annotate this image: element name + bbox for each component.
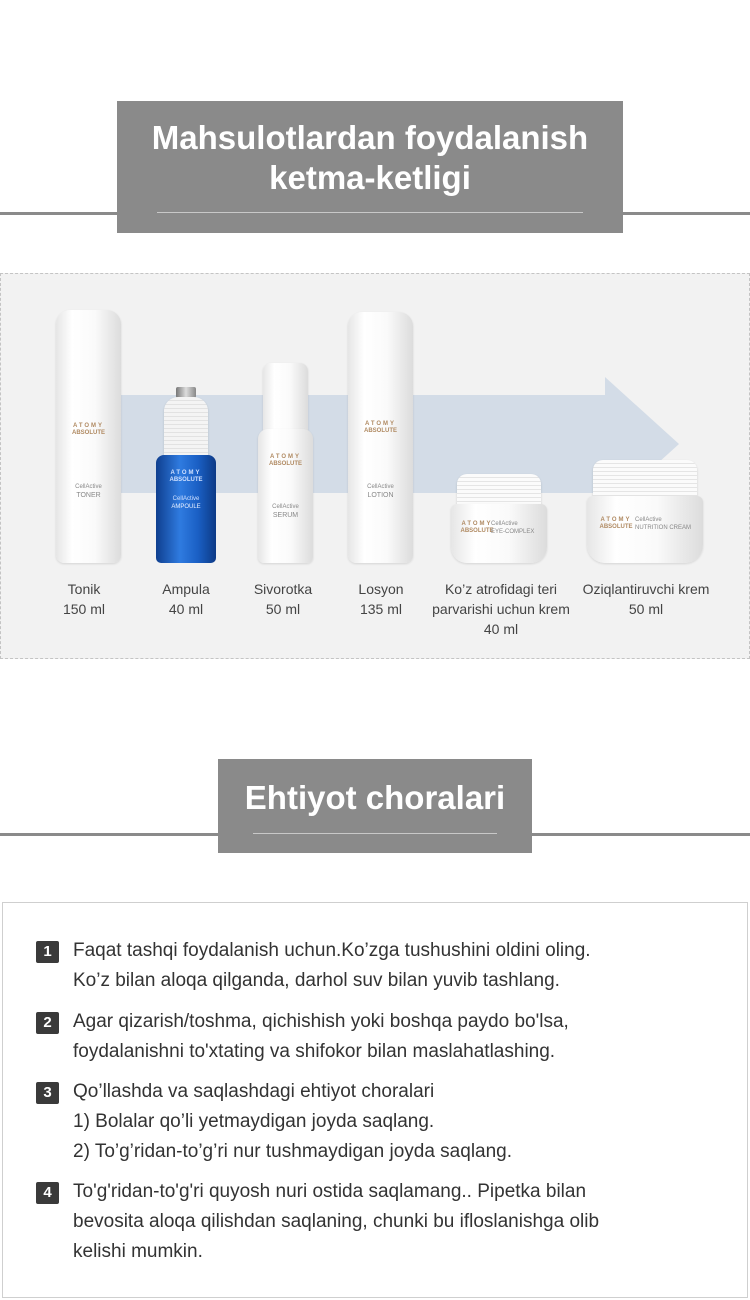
product-label-eye-complex: Ko’z atrofidagi teri parvarishi uchun krem 40 ml bbox=[432, 581, 570, 637]
precaution-text: Qo’llashda va saqlashdagi ehtiyot choralari 1) Bolalar qo’li yetmaydigan joyda saqlang. 2) To’g’ridan-to’g’ri nur tushmaydigan joyda saqlang. bbox=[73, 1081, 513, 1162]
header-title-line2: ketma-ketligi bbox=[269, 159, 471, 196]
eye-complex-jar-image: ATOMY ABSOLUTE CellActive EYE-COMPLEX bbox=[451, 474, 547, 563]
ampoule-bottle-image: ATOMY ABSOLUTE CellActive AMPOULE bbox=[156, 387, 216, 563]
lotion-bottle-image: ATOMY ABSOLUTE CellActive LOTION bbox=[348, 312, 413, 563]
serum-bottle-image: ATOMY ABSOLUTE CellActive SERUM bbox=[258, 363, 313, 563]
precautions-header bbox=[218, 759, 532, 853]
precaution-number-badge: 2 bbox=[36, 1012, 59, 1034]
precaution-text: Faqat tashqi foydalanish uchun.Ko’zga tushushini oldini oling. Ko’z bilan aloqa qilganda, darhol suv bilan yuvib tashlang. bbox=[73, 940, 591, 991]
product-label-lotion: Losyon 135 ml bbox=[358, 581, 404, 617]
product-label-serum: Sivorotka 50 ml bbox=[253, 581, 313, 617]
toner-bottle-image: ATOMY ABSOLUTE CellActive TONER bbox=[56, 310, 121, 563]
precaution-text: To'g'ridan-to'g'ri quyosh nuri ostida saqlamang.. Pipetka bilan bevosita aloqa qilishdan saqlaning, chunki bu ifloslanishga olib kelishi mumkin. bbox=[73, 1181, 600, 1262]
precautions-box bbox=[2, 902, 748, 1298]
header-underline bbox=[157, 212, 583, 213]
product-label-ampoule: Ampula 40 ml bbox=[162, 581, 210, 617]
precaution-text: Agar qizarish/toshma, qichishish yoki boshqa paydo bo'lsa, foydalanishni to'xtating va shifokor bilan maslahatlashing. bbox=[73, 1011, 569, 1062]
product-label-toner: Tonik 150 ml bbox=[62, 581, 106, 617]
precaution-number-badge: 4 bbox=[36, 1182, 59, 1204]
precautions-title: Ehtiyot choralari bbox=[244, 779, 506, 816]
header-title-line1: Mahsulotlardan foydalanish bbox=[151, 119, 589, 156]
product-label-nutrition-cream: Oziqlantiruvchi krem 50 ml bbox=[582, 581, 710, 617]
precaution-number-badge: 3 bbox=[36, 1082, 59, 1104]
usage-order-header bbox=[117, 101, 623, 233]
header-underline bbox=[253, 833, 497, 834]
nutrition-cream-jar-image: ATOMY ABSOLUTE CellActive NUTRITION CREAM bbox=[587, 460, 703, 563]
precaution-number-badge: 1 bbox=[36, 941, 59, 963]
